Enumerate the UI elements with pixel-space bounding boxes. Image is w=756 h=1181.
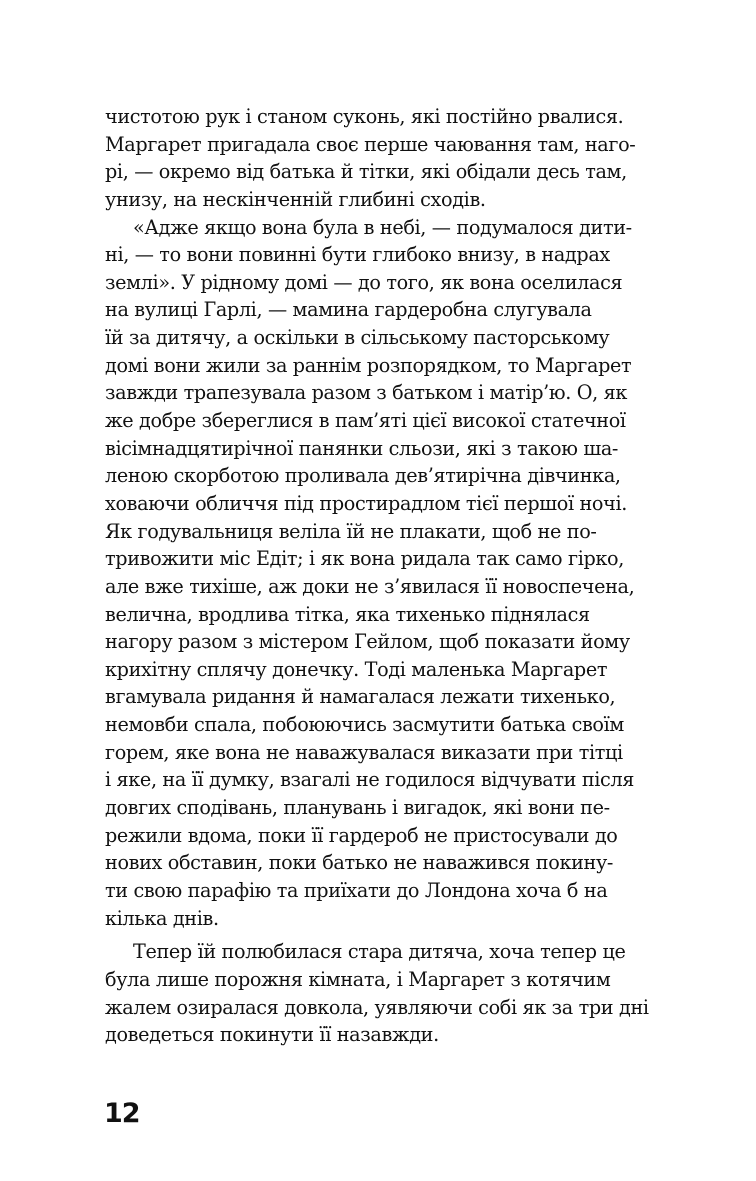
text-line: «Адже якщо вона була в небі, — подумалося дити- xyxy=(133,215,632,239)
text-line: і яке, на її думку, взагалі не годилося відчувати після xyxy=(105,768,635,792)
text-line: ти свою парафію та приїхати до Лондона хоча б на xyxy=(105,878,608,902)
text-line: вісімнадцятирічної панянки сльози, які з такою ша- xyxy=(105,436,619,460)
text-line: ховаючи обличчя під простирадлом тієї першої ночі. xyxy=(105,491,628,515)
text-line: крихітну сплячу донечку. Тоді маленька Маргарет xyxy=(105,657,608,681)
text-line: леною скорботою проливала дев’ятирічна дівчинка, xyxy=(105,464,621,488)
text-line: вгамувала ридання й намагалася лежати тихенько, xyxy=(105,685,616,709)
paragraph xyxy=(105,214,651,933)
text-line: доведеться покинути її назавжди. xyxy=(105,1023,439,1047)
text-line: Як годувальниця веліла їй не плакати, щоб не по- xyxy=(105,519,597,543)
text-line: же добре збереглися в пам’яті цієї високої статечної xyxy=(105,409,626,433)
text-line: домі вони жили за раннім розпорядком, то Маргарет xyxy=(105,353,632,377)
text-line: на вулиці Гарлі, — мамина гардеробна слугувала xyxy=(105,298,592,322)
text-line: горем, яке вона не наважувалася виказати при тітці xyxy=(105,740,623,764)
text-line: землі». У рідному домі — до того, як вона оселилася xyxy=(105,270,623,294)
text-line: тривожити міс Едіт; і як вона ридала так само гірко, xyxy=(105,547,625,571)
text-line: немовби спала, побоюючись засмутити батька своїм xyxy=(105,713,624,737)
text-line: чистотою рук і станом суконь, які постійно рвалися. xyxy=(105,105,624,128)
text-line: жалем озиралася довкола, уявляючи собі як за три дні xyxy=(105,995,649,1019)
text-line: нових обставин, поки батько не наважився покину- xyxy=(105,851,614,875)
text-line: кілька днів. xyxy=(105,906,219,930)
text-line: рі, — окремо від батька й тітки, які обідали десь там, xyxy=(105,160,627,184)
text-line: Тепер їй полюбилася стара дитяча, хоча тепер це xyxy=(133,940,626,964)
text-line: довгих сподівань, планувань і вигадок, які вони пе- xyxy=(105,796,610,820)
page-number: 12 xyxy=(104,1098,140,1129)
text-line: унизу, на нескінченній глибині сходів. xyxy=(105,187,486,211)
text-line: їй за дитячу, а оскільки в сільському пасторському xyxy=(105,326,610,350)
text-line: Маргарет пригадала своє перше чаювання там, наго- xyxy=(105,132,636,156)
text-line: нагору разом з містером Гейлом, щоб показати йому xyxy=(105,630,630,654)
text-line: але вже тихіше, аж доки не з’явилася її новоспечена, xyxy=(105,574,635,598)
paragraph xyxy=(105,938,651,1049)
text-line: була лише порожня кімната, і Маргарет з котячим xyxy=(105,967,611,991)
text-line: ні, — то вони повинні бути глибоко внизу, в надрах xyxy=(105,243,610,267)
text-line: завжди трапезувала разом з батьком і матір’ю. О, як xyxy=(105,381,628,405)
text-line: велична, вродлива тітка, яка тихенько піднялася xyxy=(105,602,590,626)
text-line: режили вдома, поки її гардероб не пристосували до xyxy=(105,823,618,847)
paragraph xyxy=(105,103,651,214)
page-body xyxy=(105,103,651,1049)
